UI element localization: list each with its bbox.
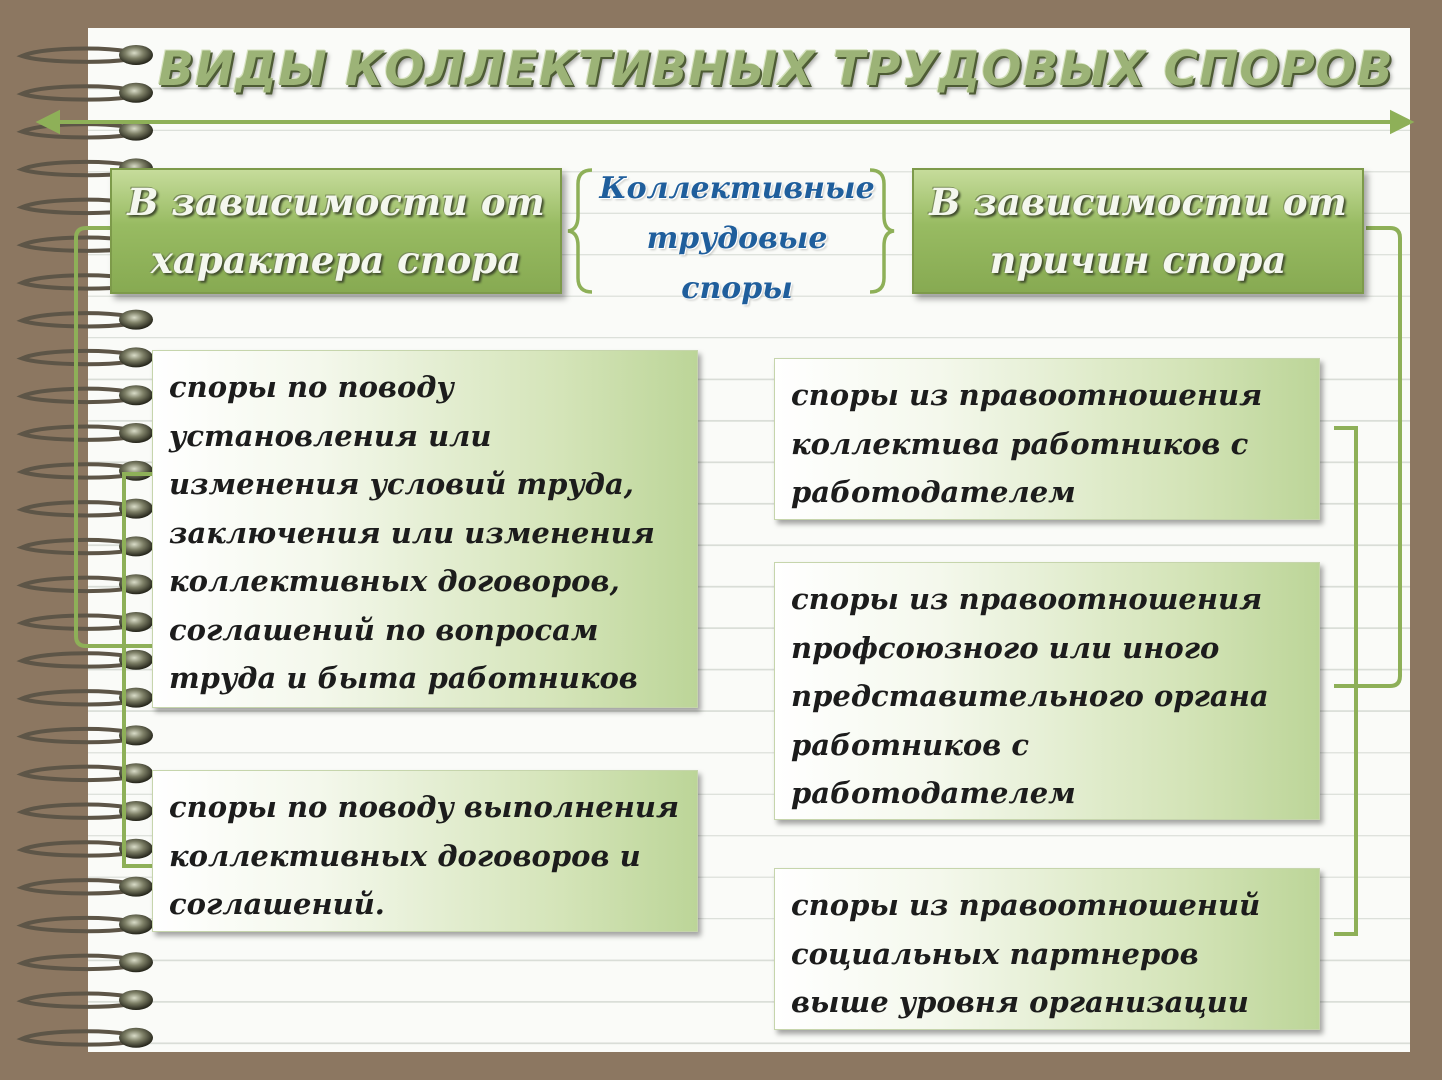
binding-ring — [22, 616, 132, 629]
header-right — [912, 168, 1364, 294]
binding-ring — [22, 653, 132, 666]
header-left-line-2: характера спора — [150, 238, 522, 282]
right-item-2: споры из правоотношения профсоюзного или иного представительного органа работников с работодателем — [774, 562, 1320, 820]
binding-ring — [22, 351, 132, 364]
binding-ring — [22, 842, 132, 855]
binding-hole — [119, 310, 153, 330]
binding-ring — [22, 729, 132, 742]
header-right-line-1: В зависимости от — [929, 180, 1347, 224]
binding-hole — [119, 574, 153, 594]
binding-hole — [119, 877, 153, 897]
center-label-line-1: Коллективные — [599, 171, 875, 206]
binding-hole — [119, 45, 153, 65]
binding-ring — [22, 578, 132, 591]
binding-hole — [119, 499, 153, 519]
left-item-1: споры по поводу установления или изменения условий труда, заключения или изменения коллективных договоров, соглашений по вопросам труда и быта работников — [152, 350, 698, 708]
binding-ring — [22, 805, 132, 818]
binding-hole — [119, 347, 153, 367]
binding-hole — [119, 650, 153, 670]
binding-ring — [22, 427, 132, 440]
binding-hole — [119, 725, 153, 745]
binding-ring — [22, 540, 132, 553]
binding-ring — [22, 86, 132, 99]
binding-ring — [22, 1031, 132, 1044]
binding-ring — [22, 691, 132, 704]
binding-ring — [22, 767, 132, 780]
binding-ring — [22, 124, 132, 137]
binding-hole — [119, 763, 153, 783]
center-label-line-3: споры — [681, 271, 793, 306]
binding-hole — [119, 423, 153, 443]
right-item-1: споры из правоотношения коллектива работников с работодателем — [774, 358, 1320, 520]
binding-hole — [119, 83, 153, 103]
header-right-line-2: причин спора — [989, 238, 1287, 282]
binding-hole — [119, 839, 153, 859]
header-left — [110, 168, 562, 294]
binding-ring — [22, 313, 132, 326]
binding-hole — [119, 536, 153, 556]
binding-hole — [119, 121, 153, 141]
page-title: ВИДЫ КОЛЛЕКТИВНЫХ ТРУДОВЫХ СПОРОВ — [158, 42, 1394, 97]
binding-ring — [22, 464, 132, 477]
center-label — [592, 164, 882, 314]
binding-hole — [119, 990, 153, 1010]
center-label-line-2: трудовые — [646, 221, 828, 256]
binding-ring — [22, 49, 132, 62]
binding-hole — [119, 914, 153, 934]
header-left-line-1: В зависимости от — [127, 180, 545, 224]
binding-hole — [119, 688, 153, 708]
right-item-3: споры из правоотношений социальных партнеров выше уровня организации — [774, 868, 1320, 1030]
binding-hole — [119, 801, 153, 821]
binding-ring — [22, 956, 132, 969]
binding-ring — [22, 880, 132, 893]
binding-hole — [119, 612, 153, 632]
binding-hole — [119, 952, 153, 972]
binding-hole — [119, 385, 153, 405]
left-item-2: споры по поводу выполнения коллективных договоров и соглашений. — [152, 770, 698, 932]
binding-ring — [22, 502, 132, 515]
binding-hole — [119, 461, 153, 481]
binding-ring — [22, 389, 132, 402]
binding-ring — [22, 918, 132, 931]
binding-hole — [119, 1028, 153, 1048]
binding-ring — [22, 994, 132, 1007]
